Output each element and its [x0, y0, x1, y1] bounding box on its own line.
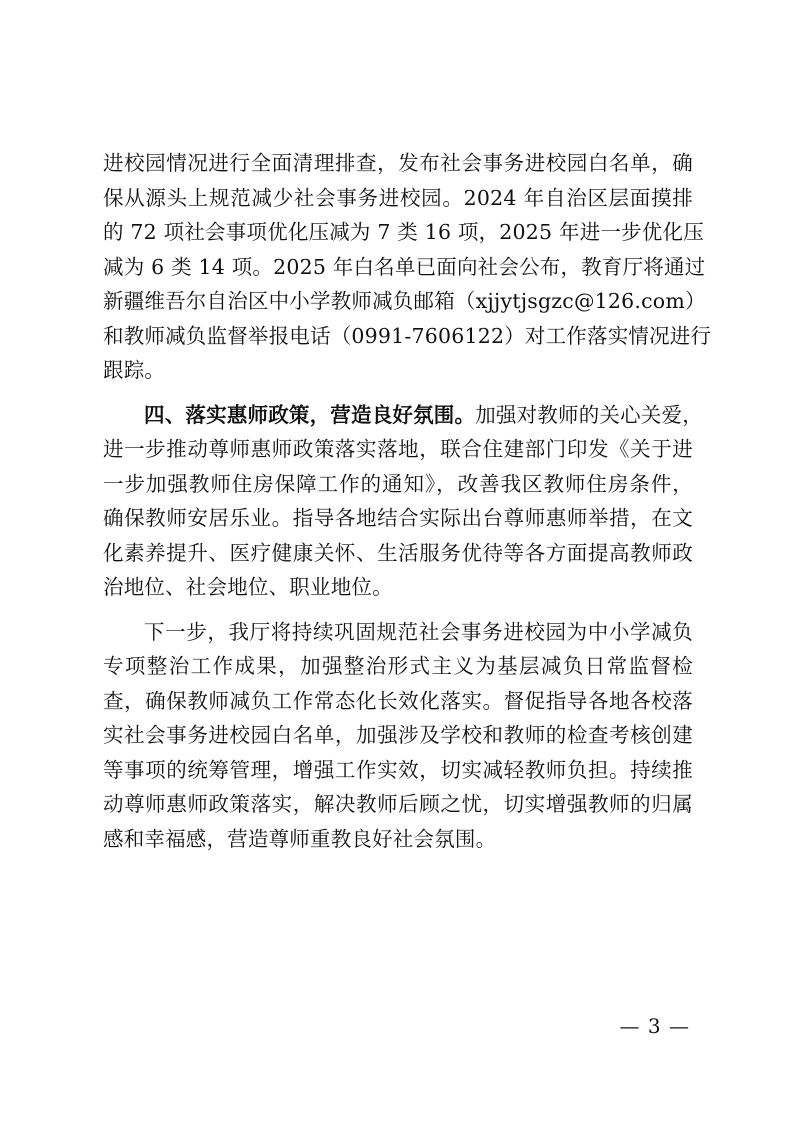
page-number: — 3 — [619, 1014, 690, 1038]
section-heading: 四、落实惠师政策，营造良好氛围。 [144, 402, 476, 427]
text-line: 新疆维吾尔自治区中小学教师减负邮箱（xjjytjsgzc@126.com） [103, 289, 706, 313]
document-body [103, 146, 712, 856]
text-line: 化素养提升、医疗健康关怀、生活服务优待等各方面提高教师政 [103, 540, 693, 565]
paragraph-teacher-benefits [103, 398, 703, 605]
text-line: 的 72 项社会事项优化压减为 7 类 16 项，2025 年进一步优化压 [103, 220, 704, 244]
text-line: 感和幸福感，营造尊师重教良好社会氛围。 [103, 826, 497, 851]
text-line [103, 398, 703, 433]
text-line: 确保教师安居乐业。指导各地结合实际出台尊师惠师举措，在文 [103, 506, 693, 530]
text-line: 查，确保教师减负工作常态化长效化落实。督促指导各地各校落 [103, 688, 693, 713]
paragraph-white-list [103, 146, 712, 388]
text-line: 动尊师惠师政策落实，解决教师后顾之忧，切实增强教师的归属 [103, 792, 693, 816]
text-line: 保从源头上规范减少社会事务进校园。2024 年自治区层面摸排 [103, 185, 693, 210]
text-line: 减为 6 类 14 项。2025 年白名单已面向社会公布，教育厅将通过 [103, 254, 706, 279]
text-line: 下一步，我厅将持续巩固规范社会事务进校园为中小学减负 [144, 619, 693, 644]
heading-line-rest: 加强对教师的关心关爱， [475, 402, 703, 427]
text-line: 跟踪。 [103, 358, 166, 382]
text-line: 和教师减负监督举报电话（0991-7606122）对工作落实情况进行 [103, 323, 712, 348]
text-line: 治地位、社会地位、职业地位。 [103, 575, 393, 599]
text-line: 进一步推动尊师惠师政策落实落地，联合住建部门印发《关于进 [103, 437, 693, 461]
paragraph-next-steps [103, 615, 693, 857]
text-line: 等事项的统筹管理，增强工作实效，切实减轻教师负担。持续推 [103, 757, 693, 782]
text-line: 一步加强教师住房保障工作的通知》，改善我区教师住房条件， [103, 471, 693, 496]
text-line: 实社会事务进校园白名单，加强涉及学校和教师的检查考核创建 [103, 723, 693, 747]
paragraph-spacer [103, 605, 693, 615]
text-line: 专项整治工作成果，加强整治形式主义为基层减负日常监督检 [103, 654, 693, 678]
text-line: 进校园情况进行全面清理排查，发布社会事务进校园白名单，确 [103, 151, 693, 175]
paragraph-spacer [103, 388, 693, 398]
